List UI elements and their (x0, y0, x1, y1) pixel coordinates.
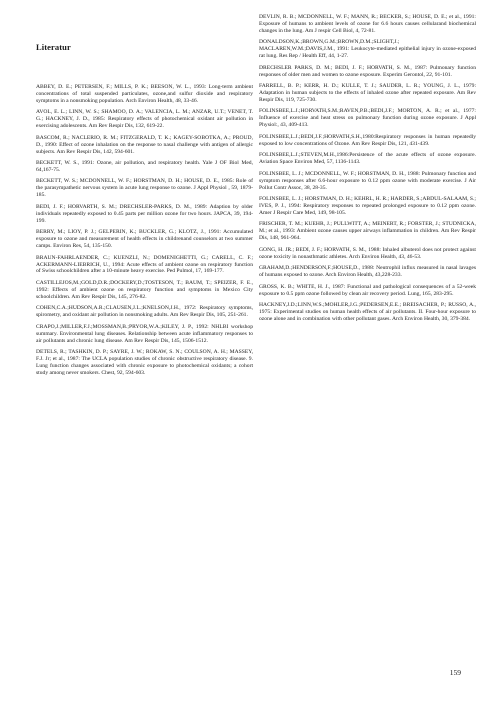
reference-entry: DRECHSLER PARKS, D. M.; BEDI, J. F.; HORVATH, S. M., 1987: Pulmonary function responses of older men and women to ozone exposure. Experim Gerontol, 22, 91-101. (259, 64, 476, 78)
reference-entry: CRAPO,J.;MILLER,F.J.;MOSSMAN,B.;PRYOR,W.A.;KILEY, J. P., 1992: NHLBI workshop summary. Environmental lung diseases. Relationship between acute inflammatory responses to air pollutants and chronic lung disease. Am Rev Respir Dis, 145, 1506-1512. (36, 323, 253, 344)
page-number: 159 (449, 668, 461, 677)
reference-entry: DONALDSON,K.;BROWN,G.M.;BROWN,D.M.;SLIGHT,J.; MACLAREN,W.M.;DAVIS,J.M., 1991: Leukocyte-mediated epithelial injury in ozone-exposed rat lung. Res Rep / Health Eff, 44, 1-27. (259, 39, 476, 60)
reference-entry: BRAUN-FAHRLAENDER, C.; KUENZLI, N.; DOMENIGHETTI, G.; CARELL, C. F.; ACKERMANN-LIEBRICH, U., 1994: Acute effects of ambient ozone on respiratory function of Swiss schoolchildren after a 10-minute heavy exercise. Ped Pulmol, 17, 169-177. (36, 254, 253, 275)
reference-entry: AVOL, E. L.; LINN, W. S.; SHAMOO, D. A.; VALENCIA, L. M.; ANZAR, U.T.; VENET, T. G.; HACKNEY, J. D., 1985: Respiratory effects of photochemical oxidant air pollution in exercising adolescents. Am Rev Respir Dis, 132, 619-22. (36, 109, 253, 130)
reference-column-left (36, 84, 253, 381)
reference-entry: DEVLIN, R. B.; MCDONNELL, W. F.; MANN, R.; BECKER, S.; HOUSE, D. E.; et al., 1991: Exposure of humans to ambient levels of ozone for 6.6 hours causes cellularand biochemical changes in the lung. Am J respir Cell Biol, 4, 72-81. (259, 14, 476, 34)
reference-entry: BEDI, J. F.; HORVARTH, S. M.; DRECHSLER-PARKS, D. M., 1989: Adaption by older individuals repeatedly exposed to 0.45 parts per million ozone for two hours. JAPCA, 39, 194-199. (36, 203, 253, 224)
reference-entry: FOLINSBEE, L. J.; MCDONNELL, W. F.; HORSTMAN, D. H., 1988: Pulmonary function and symptom responses after 6.6-hour exposure to 0.12 ppm ozone with moderate exercise. J Air Pollut Contr Assoc, 38, 28-35. (259, 170, 476, 191)
reference-entry: CASTILLEJOS,M.;GOLD,D.R.;DOCKERY,D.;TOSTESON, T.; BAUM, T.; SPEIZER, F. E., 1992: Effects of ambient ozone on respiratory function and symptoms in Mexico City schoolchildren. Am Rev Respir Dis, 145, 276-82. (36, 279, 253, 300)
reference-entry: FOLINSBEE,L.J.;BEDI,J.F.;HORVATH,S.H.,1980:Respiratory responses in human repeatedly exposed to low concentrations of Ozone. Am Rev Respir Dis, 121, 431-439. (259, 133, 476, 147)
reference-column-right (259, 14, 476, 327)
reference-entry: BERRY, M.; LIOY, P. J.; GELPERIN, K.; BUCKLER, G.; KLOTZ, J., 1991: Accumulated exposure to ozone and measurement of health effects in childrenand counselors at two summer camps. Environ Res, 54, 135-150. (36, 229, 253, 250)
reference-entry: DETELS, R.; TASHKIN, D. P.; SAYRE, J. W.; ROKAW, S. N.; COULSON, A. H.; MASSEY, F.J. Jr; et al., 1987: The UCLA population studies of chronic obstructive respiratory disease. 9. Lung function changes associated with chronic exposure to photochemical oxidants; a cohort study among never smokers. Chest, 92, 594-603. (36, 349, 253, 376)
reference-entry: BECKETT, W. S., 1991: Ozone, air pollution, and respiratory health. Yale J OF Biol Med, 64,167-75. (36, 160, 253, 174)
reference-entry: FRISCHER, T. M.; KUEHR, J.; PULLWITT, A.; MEINERT, R.; FORSTER, J.; STUDNICKA, M.; et al., 1993: Ambient ozone causes upper airways inflammation in children. Am Rev Respir Dis, 148, 961-964. (259, 221, 476, 242)
page-heading: Literatur (36, 42, 71, 52)
reference-entry: GRAHAM,D.;HENDERSON,F.;HOUSE,D., 1988: Neutrophil influx measured in nasal lavages of humans exposed to ozone. Arch Environ Health, 43,228-233. (259, 265, 476, 279)
reference-entry: FOLINSBEE,L.J.;HORVATH,S.M.;RAVEN,P.B.;BEDI,J.F.; MORTON, A. R.; et al., 1977: Influence of exercise and heat stress on pulmonary function during ozone exposure. J Appl Physiol:, 43, 409-413. (259, 108, 476, 129)
reference-entry: GONG, H. JR.; BEDI, J. F.; HORVATH, S. M., 1988: Inhaled albuterol does not protect against ozone toxicity in nonasthmatic athletes. Arch Environ Health, 43, 46-53. (259, 246, 476, 260)
reference-entry: BECKETT, W. S.; MCDONNELL, W. F.; HORSTMAN, D. H.; HOUSE, D. E., 1985: Role of the parasympathetic nervous system in acute lung response to ozone. J Appl Physiol , 59, 1879-185. (36, 178, 253, 199)
reference-entry: HACKNEY,J.D.;LINN,W.S.;MOHLER,J.G.;PEDERSEN,E.E.; BREISACHER, P.; RUSSO, A., 1975: Experimental studies on human health effects of air pollutants. II. Four-hour exposure to ozone alone and in combination with other pollutant gases. Arch Environ Health, 30, 379-384. (259, 301, 476, 322)
reference-entry: ABBEY, D. E.; PETERSEN, F.; MILLS, P. K.; BEESON, W. L., 1993: Long-term ambient concentrations of total suspended particulates, ozone,and sulfur dioxide and respiratory symptoms in a nonsmoking population. Arch Environ Health, 48, 33-46. (36, 84, 253, 104)
reference-entry: FARRELL, B. P.; KERR, H. D.; KULLE, T. J.; SAUDER, L. R.; YOUNG, J. L., 1979: Adaptation in human subjects to the effects of inhaled ozone after repeated exposure. Am Rev Respir Dis, 119, 725-730. (259, 83, 476, 104)
reference-entry: GROSS, K. B.; WHITE, H. J., 1987: Functional and pathological consequences of a 52-week exposure to 0.5 ppm ozone followed by clean air recovery period. Lung, 165, 283-295. (259, 283, 476, 297)
reference-entry: FOLINSBEE, L. J.; HORSTMAN, D. H.; KEHRL, H. R.; HARDER, S.;ABDUL-SALAAM, S.; IVES, P. J., 1994: Respiratory responses to repeated prolonged exposure to 0.12 ppm ozone. Amer J Respir Care Med, 149, 98-105. (259, 196, 476, 216)
reference-entry: BASCOM, R.; NACLERIO, R. M.; FITZGERALD, T. K.; KAGEY-SOBOTKA, A.; PROUD, D., 1990: Effect of ozone inhalation on the response to nasal challenge with antigen of allergic subjects. Am Rev Respir Dis, 142, 594-601. (36, 134, 253, 155)
reference-entry: FOLINSBEE,L.J.;STEVEN,M.H.,1986:Persistence of the acute effects of ozone exposure. Aviation Space Environ Med, 57, 1136-1143. (259, 152, 476, 166)
reference-entry: COHEN,C.A.;HUDSON,A.R.;CLAUSEN,J.L.;KNELSON,J.H., 1972: Respiratory symptoms, spirometry, and oxidant air pollution in nonsmoking adults. Am Rev Respir Dis, 105, 251-261. (36, 305, 253, 319)
